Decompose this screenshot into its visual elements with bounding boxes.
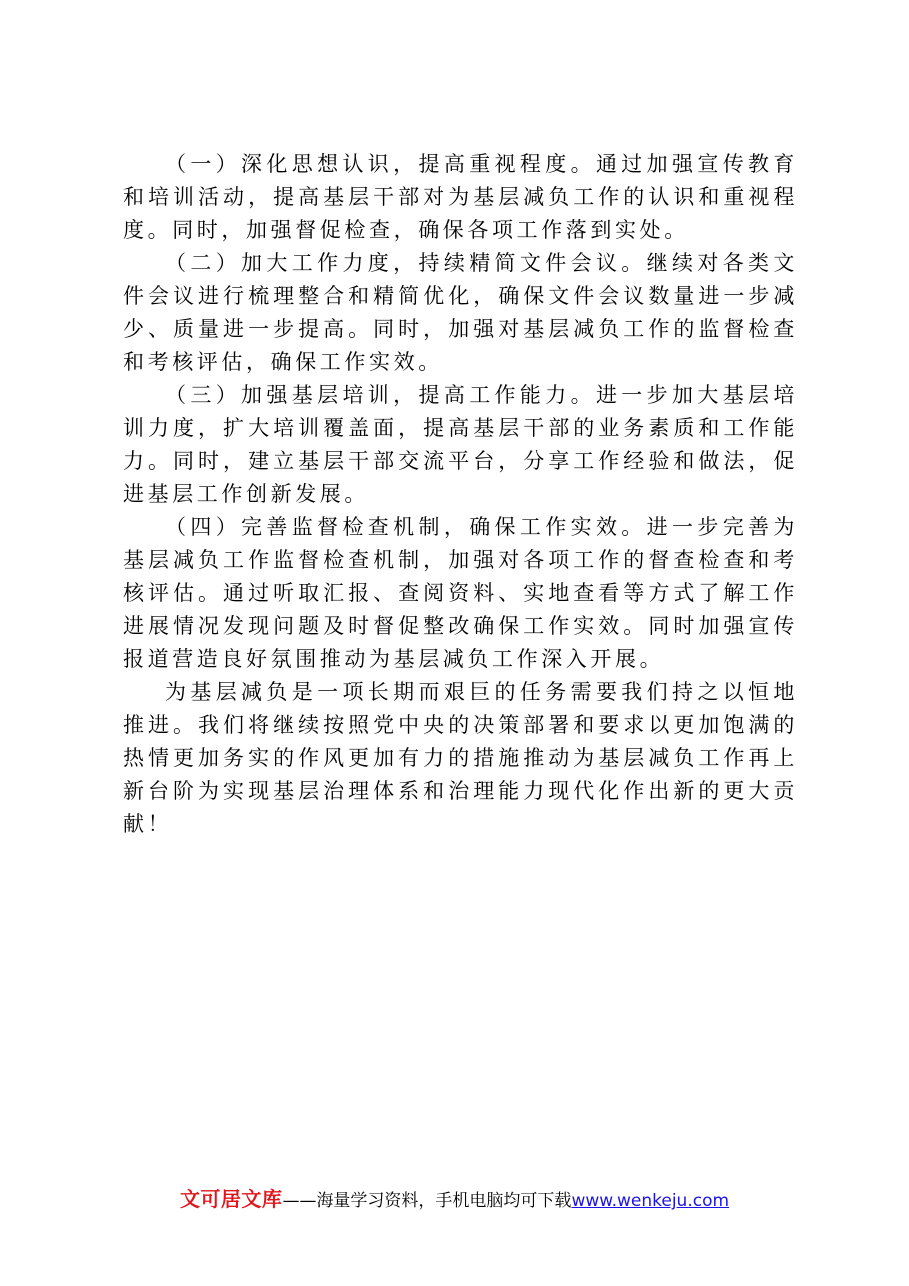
paragraph-1: （一）深化思想认识，提高重视程度。通过加强宣传教育和培训活动，提高基层干部对为基层减负工作的认识和重视程度。同时，加强督促检查，确保各项工作落到实处。 [123,152,798,242]
footer-website-link[interactable]: www.wenkeju.com [571,1191,730,1211]
paragraph-5: 为基层减负是一项长期而艰巨的任务需要我们持之以恒地推进。我们将继续按照党中央的决策部署和要求以更加饱满的热情更加务实的作风更加有力的措施推动为基层减负工作再上新台阶为实现基层治理体系和治理能力现代化作出新的更大贡献！ [123,680,798,836]
paragraph-2: （二）加大工作力度，持续精简文件会议。继续对各类文件会议进行梳理整合和精简优化，确保文件会议数量进一步减少、质量进一步提高。同时，加强对基层减负工作的监督检查和考核评估，确保工作实效。 [123,251,798,374]
footer-tagline: ——海量学习资料，手机电脑均可下载 [282,1191,572,1211]
paragraph-3: （三）加强基层培训，提高工作能力。进一步加大基层培训力度，扩大培训覆盖面，提高基层干部的业务素质和工作能力。同时，建立基层干部交流平台，分享工作经验和做法，促进基层工作创新发展。 [123,383,798,506]
paragraph-4: （四）完善监督检查机制，确保工作实效。进一步完善为基层减负工作监督检查机制，加强对各项工作的督查检查和考核评估。通过听取汇报、查阅资料、实地查看等方式了解工作进展情况发现问题及时督促整改确保工作实效。同时加强宣传报道营造良好氛围推动为基层减负工作深入开展。 [123,515,798,671]
page-footer [0,1183,909,1212]
footer-brand: 文可居文库 [179,1187,283,1211]
document-body [123,148,798,841]
